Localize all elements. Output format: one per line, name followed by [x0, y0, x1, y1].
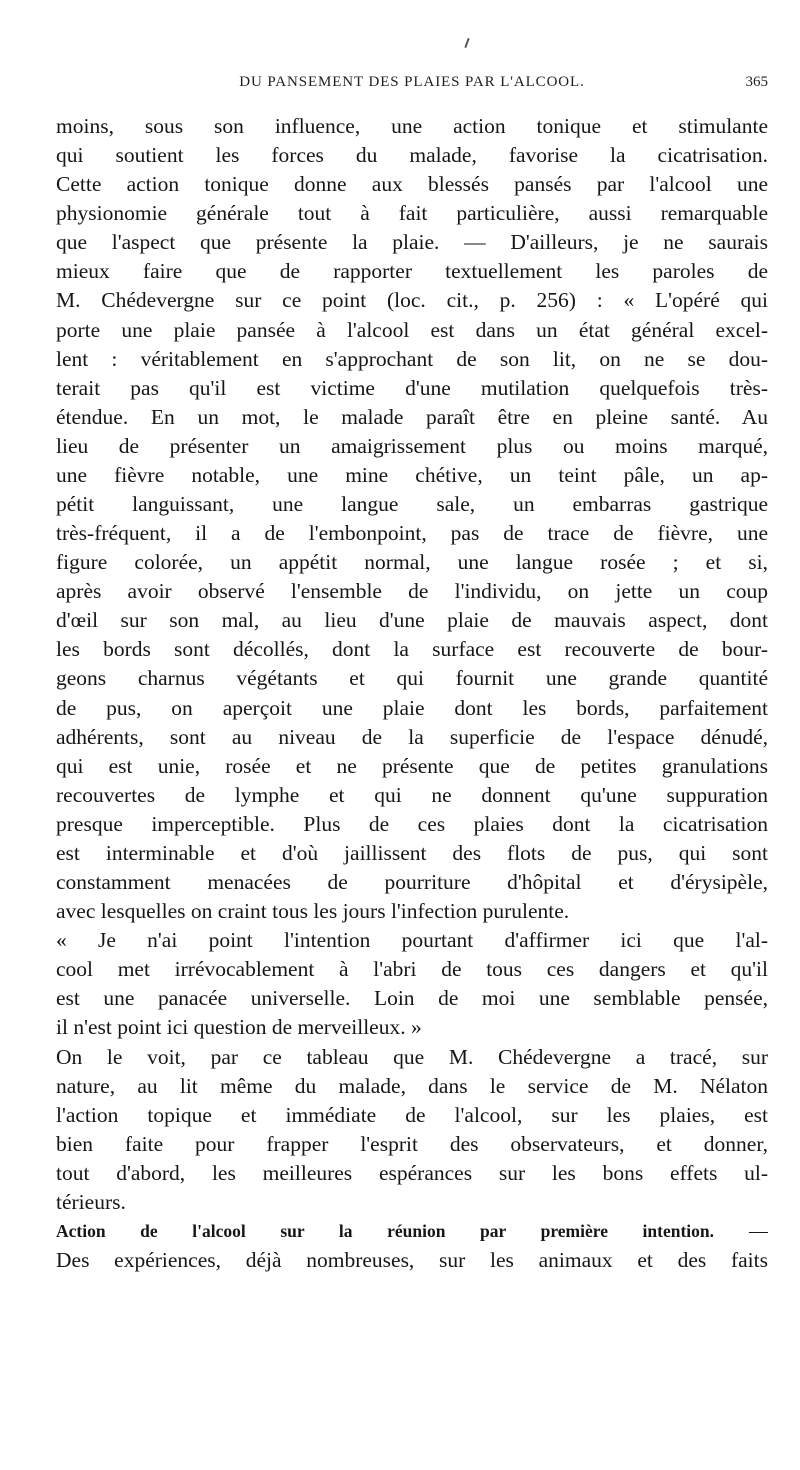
- text-line: avec lesquelles on craint tous les jours l'infection purulente.: [56, 899, 570, 924]
- text-line: une fièvre notable, une mine chétive, un teint pâle, un ap-: [56, 462, 768, 487]
- text-line: nature, au lit même du malade, dans le service de M. Nélaton: [56, 1073, 768, 1098]
- text-line: d'œil sur son mal, au lieu d'une plaie de mauvais aspect, dont: [56, 608, 768, 633]
- text-line: est une panacée universelle. Loin de moi une semblable pensée,: [56, 986, 768, 1011]
- text-line: adhérents, sont au niveau de la superficie de l'espace dénudé,: [56, 724, 768, 749]
- text-line: il n'est point ici question de merveilleux. »: [56, 1015, 422, 1040]
- text-line: mieux faire que de rapporter textuellement les paroles de: [56, 259, 768, 284]
- text-line: térieurs.: [56, 1189, 126, 1214]
- text-line: tout d'abord, les meilleures espérances sur les bons effets ul-: [56, 1160, 768, 1185]
- text-line: Cette action tonique donne aux blessés pansés par l'alcool une: [56, 172, 768, 197]
- text-line: qui est unie, rosée et ne présente que de petites granulations: [56, 753, 768, 778]
- text-line: pétit languissant, une langue sale, un embarras gastrique: [56, 492, 768, 517]
- text-line: lent : véritablement en s'approchant de son lit, on ne se dou-: [56, 346, 768, 371]
- text-line: presque imperceptible. Plus de ces plaies dont la cicatrisation: [56, 811, 768, 836]
- section-dash: —: [714, 1220, 768, 1242]
- section-heading-line: [56, 1217, 768, 1246]
- text-line: l'action topique et immédiate de l'alcool, sur les plaies, est: [56, 1102, 768, 1127]
- text-line: les bords sont décollés, dont la surface est recouverte de bour-: [56, 637, 768, 662]
- section-title: Action de l'alcool sur la réunion par première intention.: [56, 1220, 715, 1241]
- text-line: On le voit, par ce tableau que M. Chédevergne a tracé, sur: [56, 1044, 768, 1069]
- text-line: M. Chédevergne sur ce point (loc. cit., p. 256) : « L'opéré qui: [56, 288, 768, 313]
- body-text: [56, 112, 768, 1275]
- text-line: recouvertes de lymphe et qui ne donnent qu'une suppuration: [56, 782, 768, 807]
- page-header: [56, 74, 768, 100]
- text-line: que l'aspect que présente la plaie. — D'ailleurs, je ne saurais: [56, 230, 768, 255]
- text-line: terait pas qu'il est victime d'une mutilation quelquefois très-: [56, 375, 768, 400]
- text-line: bien faite pour frapper l'esprit des observateurs, et donner,: [56, 1131, 768, 1156]
- text-line: figure colorée, un appétit normal, une langue rosée ; et si,: [56, 550, 768, 575]
- text-line: « Je n'ai point l'intention pourtant d'affirmer ici que l'al-: [56, 928, 768, 953]
- running-head: DU PANSEMENT DES PLAIES PAR L'ALCOOL.: [239, 74, 585, 90]
- text-line: qui soutient les forces du malade, favorise la cicatrisation.: [56, 143, 768, 168]
- text-line: cool met irrévocablement à l'abri de tous ces dangers et qu'il: [56, 957, 768, 982]
- text-line: après avoir observé l'ensemble de l'individu, on jette un coup: [56, 579, 768, 604]
- text-line: moins, sous son influence, une action tonique et stimulante: [56, 114, 768, 138]
- text-line: est interminable et d'où jaillissent des flots de pus, qui sont: [56, 840, 768, 865]
- stray-ink-mark: [464, 38, 469, 48]
- text-line: physionomie générale tout à fait particulière, aussi remarquable: [56, 201, 768, 226]
- text-line: constamment menacées de pourriture d'hôpital et d'érysipèle,: [56, 870, 768, 895]
- text-line: lieu de présenter un amaigrissement plus ou moins marqué,: [56, 433, 768, 458]
- text-line: très-fréquent, il a de l'embonpoint, pas de trace de fièvre, une: [56, 521, 768, 546]
- text-line: de pus, on aperçoit une plaie dont les bords, parfaitement: [56, 695, 768, 720]
- page-number: 365: [745, 74, 768, 90]
- text-line: geons charnus végétants et qui fournit une grande quantité: [56, 666, 768, 691]
- text-line: étendue. En un mot, le malade paraît être en pleine santé. Au: [56, 404, 768, 429]
- text-line: porte une plaie pansée à l'alcool est dans un état général excel-: [56, 317, 768, 342]
- text-line: Des expériences, déjà nombreuses, sur les animaux et des faits: [56, 1248, 768, 1273]
